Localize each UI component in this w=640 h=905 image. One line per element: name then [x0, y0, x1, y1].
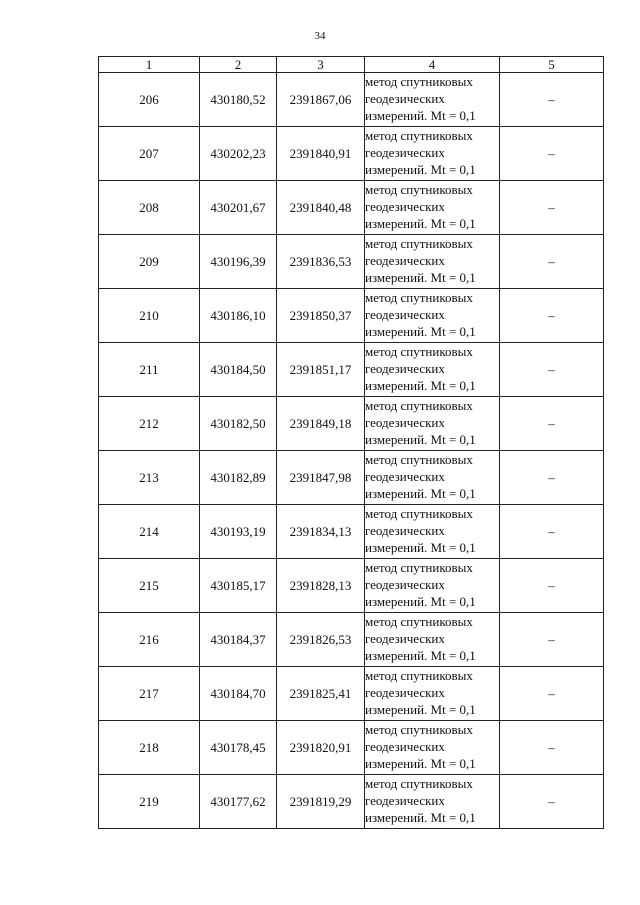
y-coordinate-cell: 2391826,53: [277, 613, 365, 667]
y-coordinate-cell: 2391867,06: [277, 73, 365, 127]
method-line: метод спутниковых: [365, 236, 473, 251]
method-line: геодезических: [365, 523, 445, 538]
method-line: метод спутниковых: [365, 128, 473, 143]
method-line: метод спутниковых: [365, 776, 473, 791]
method-line: геодезических: [365, 253, 445, 268]
y-coordinate-cell: 2391840,48: [277, 181, 365, 235]
note-cell: –: [500, 667, 604, 721]
method-line: метод спутниковых: [365, 452, 473, 467]
method-cell: [365, 235, 500, 289]
method-line: метод спутниковых: [365, 506, 473, 521]
method-line: геодезических: [365, 91, 445, 106]
x-coordinate-cell: 430180,52: [200, 73, 277, 127]
method-cell: [365, 451, 500, 505]
x-coordinate-cell: 430182,89: [200, 451, 277, 505]
table-row: [99, 289, 604, 343]
method-line: геодезических: [365, 415, 445, 430]
method-line: измерений. Mt = 0,1: [365, 108, 476, 123]
note-cell: –: [500, 613, 604, 667]
method-line: геодезических: [365, 199, 445, 214]
table-row: [99, 775, 604, 829]
y-coordinate-cell: 2391828,13: [277, 559, 365, 613]
table-row: [99, 505, 604, 559]
method-cell: [365, 775, 500, 829]
x-coordinate-cell: 430186,10: [200, 289, 277, 343]
x-coordinate-cell: 430177,62: [200, 775, 277, 829]
y-coordinate-cell: 2391820,91: [277, 721, 365, 775]
table-row: [99, 397, 604, 451]
method-line: метод спутниковых: [365, 560, 473, 575]
header-col-2: 2: [200, 57, 277, 73]
method-cell: [365, 559, 500, 613]
header-col-4: 4: [365, 57, 500, 73]
header-col-3: 3: [277, 57, 365, 73]
method-line: измерений. Mt = 0,1: [365, 486, 476, 501]
method-line: геодезических: [365, 739, 445, 754]
y-coordinate-cell: 2391849,18: [277, 397, 365, 451]
x-coordinate-cell: 430202,23: [200, 127, 277, 181]
method-line: метод спутниковых: [365, 398, 473, 413]
table-row: [99, 451, 604, 505]
note-cell: –: [500, 451, 604, 505]
table-row: [99, 721, 604, 775]
point-number-cell: 219: [99, 775, 200, 829]
method-line: измерений. Mt = 0,1: [365, 216, 476, 231]
x-coordinate-cell: 430193,19: [200, 505, 277, 559]
point-number-cell: 215: [99, 559, 200, 613]
x-coordinate-cell: 430178,45: [200, 721, 277, 775]
method-cell: [365, 613, 500, 667]
method-line: геодезических: [365, 793, 445, 808]
note-cell: –: [500, 721, 604, 775]
table-row: [99, 613, 604, 667]
method-cell: [365, 343, 500, 397]
note-cell: –: [500, 343, 604, 397]
y-coordinate-cell: 2391836,53: [277, 235, 365, 289]
method-line: метод спутниковых: [365, 74, 473, 89]
note-cell: –: [500, 127, 604, 181]
y-coordinate-cell: 2391819,29: [277, 775, 365, 829]
method-line: измерений. Mt = 0,1: [365, 270, 476, 285]
method-line: геодезических: [365, 361, 445, 376]
method-line: геодезических: [365, 577, 445, 592]
method-line: геодезических: [365, 469, 445, 484]
x-coordinate-cell: 430184,37: [200, 613, 277, 667]
point-number-cell: 213: [99, 451, 200, 505]
point-number-cell: 211: [99, 343, 200, 397]
table-row: [99, 73, 604, 127]
method-line: измерений. Mt = 0,1: [365, 810, 476, 825]
method-cell: [365, 397, 500, 451]
note-cell: –: [500, 73, 604, 127]
method-line: метод спутниковых: [365, 614, 473, 629]
method-cell: [365, 127, 500, 181]
point-number-cell: 217: [99, 667, 200, 721]
y-coordinate-cell: 2391851,17: [277, 343, 365, 397]
coordinates-table: [98, 56, 604, 829]
note-cell: –: [500, 505, 604, 559]
x-coordinate-cell: 430185,17: [200, 559, 277, 613]
method-line: метод спутниковых: [365, 182, 473, 197]
method-line: измерений. Mt = 0,1: [365, 594, 476, 609]
method-line: измерений. Mt = 0,1: [365, 702, 476, 717]
table-header-row: [99, 57, 604, 73]
point-number-cell: 207: [99, 127, 200, 181]
method-cell: [365, 721, 500, 775]
x-coordinate-cell: 430184,50: [200, 343, 277, 397]
point-number-cell: 214: [99, 505, 200, 559]
method-line: геодезических: [365, 307, 445, 322]
method-cell: [365, 181, 500, 235]
note-cell: –: [500, 289, 604, 343]
y-coordinate-cell: 2391847,98: [277, 451, 365, 505]
table-body: [99, 73, 604, 829]
y-coordinate-cell: 2391825,41: [277, 667, 365, 721]
table-row: [99, 181, 604, 235]
method-line: измерений. Mt = 0,1: [365, 540, 476, 555]
x-coordinate-cell: 430182,50: [200, 397, 277, 451]
method-cell: [365, 73, 500, 127]
method-cell: [365, 505, 500, 559]
method-line: измерений. Mt = 0,1: [365, 756, 476, 771]
note-cell: –: [500, 181, 604, 235]
method-line: измерений. Mt = 0,1: [365, 162, 476, 177]
note-cell: –: [500, 397, 604, 451]
method-line: геодезических: [365, 631, 445, 646]
method-line: измерений. Mt = 0,1: [365, 432, 476, 447]
method-line: метод спутниковых: [365, 344, 473, 359]
y-coordinate-cell: 2391840,91: [277, 127, 365, 181]
table-row: [99, 235, 604, 289]
note-cell: –: [500, 559, 604, 613]
point-number-cell: 216: [99, 613, 200, 667]
table-row: [99, 667, 604, 721]
point-number-cell: 208: [99, 181, 200, 235]
method-line: измерений. Mt = 0,1: [365, 324, 476, 339]
method-line: геодезических: [365, 685, 445, 700]
table-row: [99, 343, 604, 397]
y-coordinate-cell: 2391850,37: [277, 289, 365, 343]
note-cell: –: [500, 775, 604, 829]
page-number: 34: [314, 30, 326, 42]
x-coordinate-cell: 430184,70: [200, 667, 277, 721]
note-cell: –: [500, 235, 604, 289]
point-number-cell: 218: [99, 721, 200, 775]
method-line: метод спутниковых: [365, 668, 473, 683]
table-row: [99, 559, 604, 613]
point-number-cell: 206: [99, 73, 200, 127]
method-cell: [365, 289, 500, 343]
table-row: [99, 127, 604, 181]
point-number-cell: 210: [99, 289, 200, 343]
point-number-cell: 209: [99, 235, 200, 289]
method-line: измерений. Mt = 0,1: [365, 378, 476, 393]
y-coordinate-cell: 2391834,13: [277, 505, 365, 559]
x-coordinate-cell: 430196,39: [200, 235, 277, 289]
header-col-1: 1: [99, 57, 200, 73]
method-line: геодезических: [365, 145, 445, 160]
method-cell: [365, 667, 500, 721]
method-line: измерений. Mt = 0,1: [365, 648, 476, 663]
point-number-cell: 212: [99, 397, 200, 451]
method-line: метод спутниковых: [365, 290, 473, 305]
method-line: метод спутниковых: [365, 722, 473, 737]
x-coordinate-cell: 430201,67: [200, 181, 277, 235]
header-col-5: 5: [500, 57, 604, 73]
